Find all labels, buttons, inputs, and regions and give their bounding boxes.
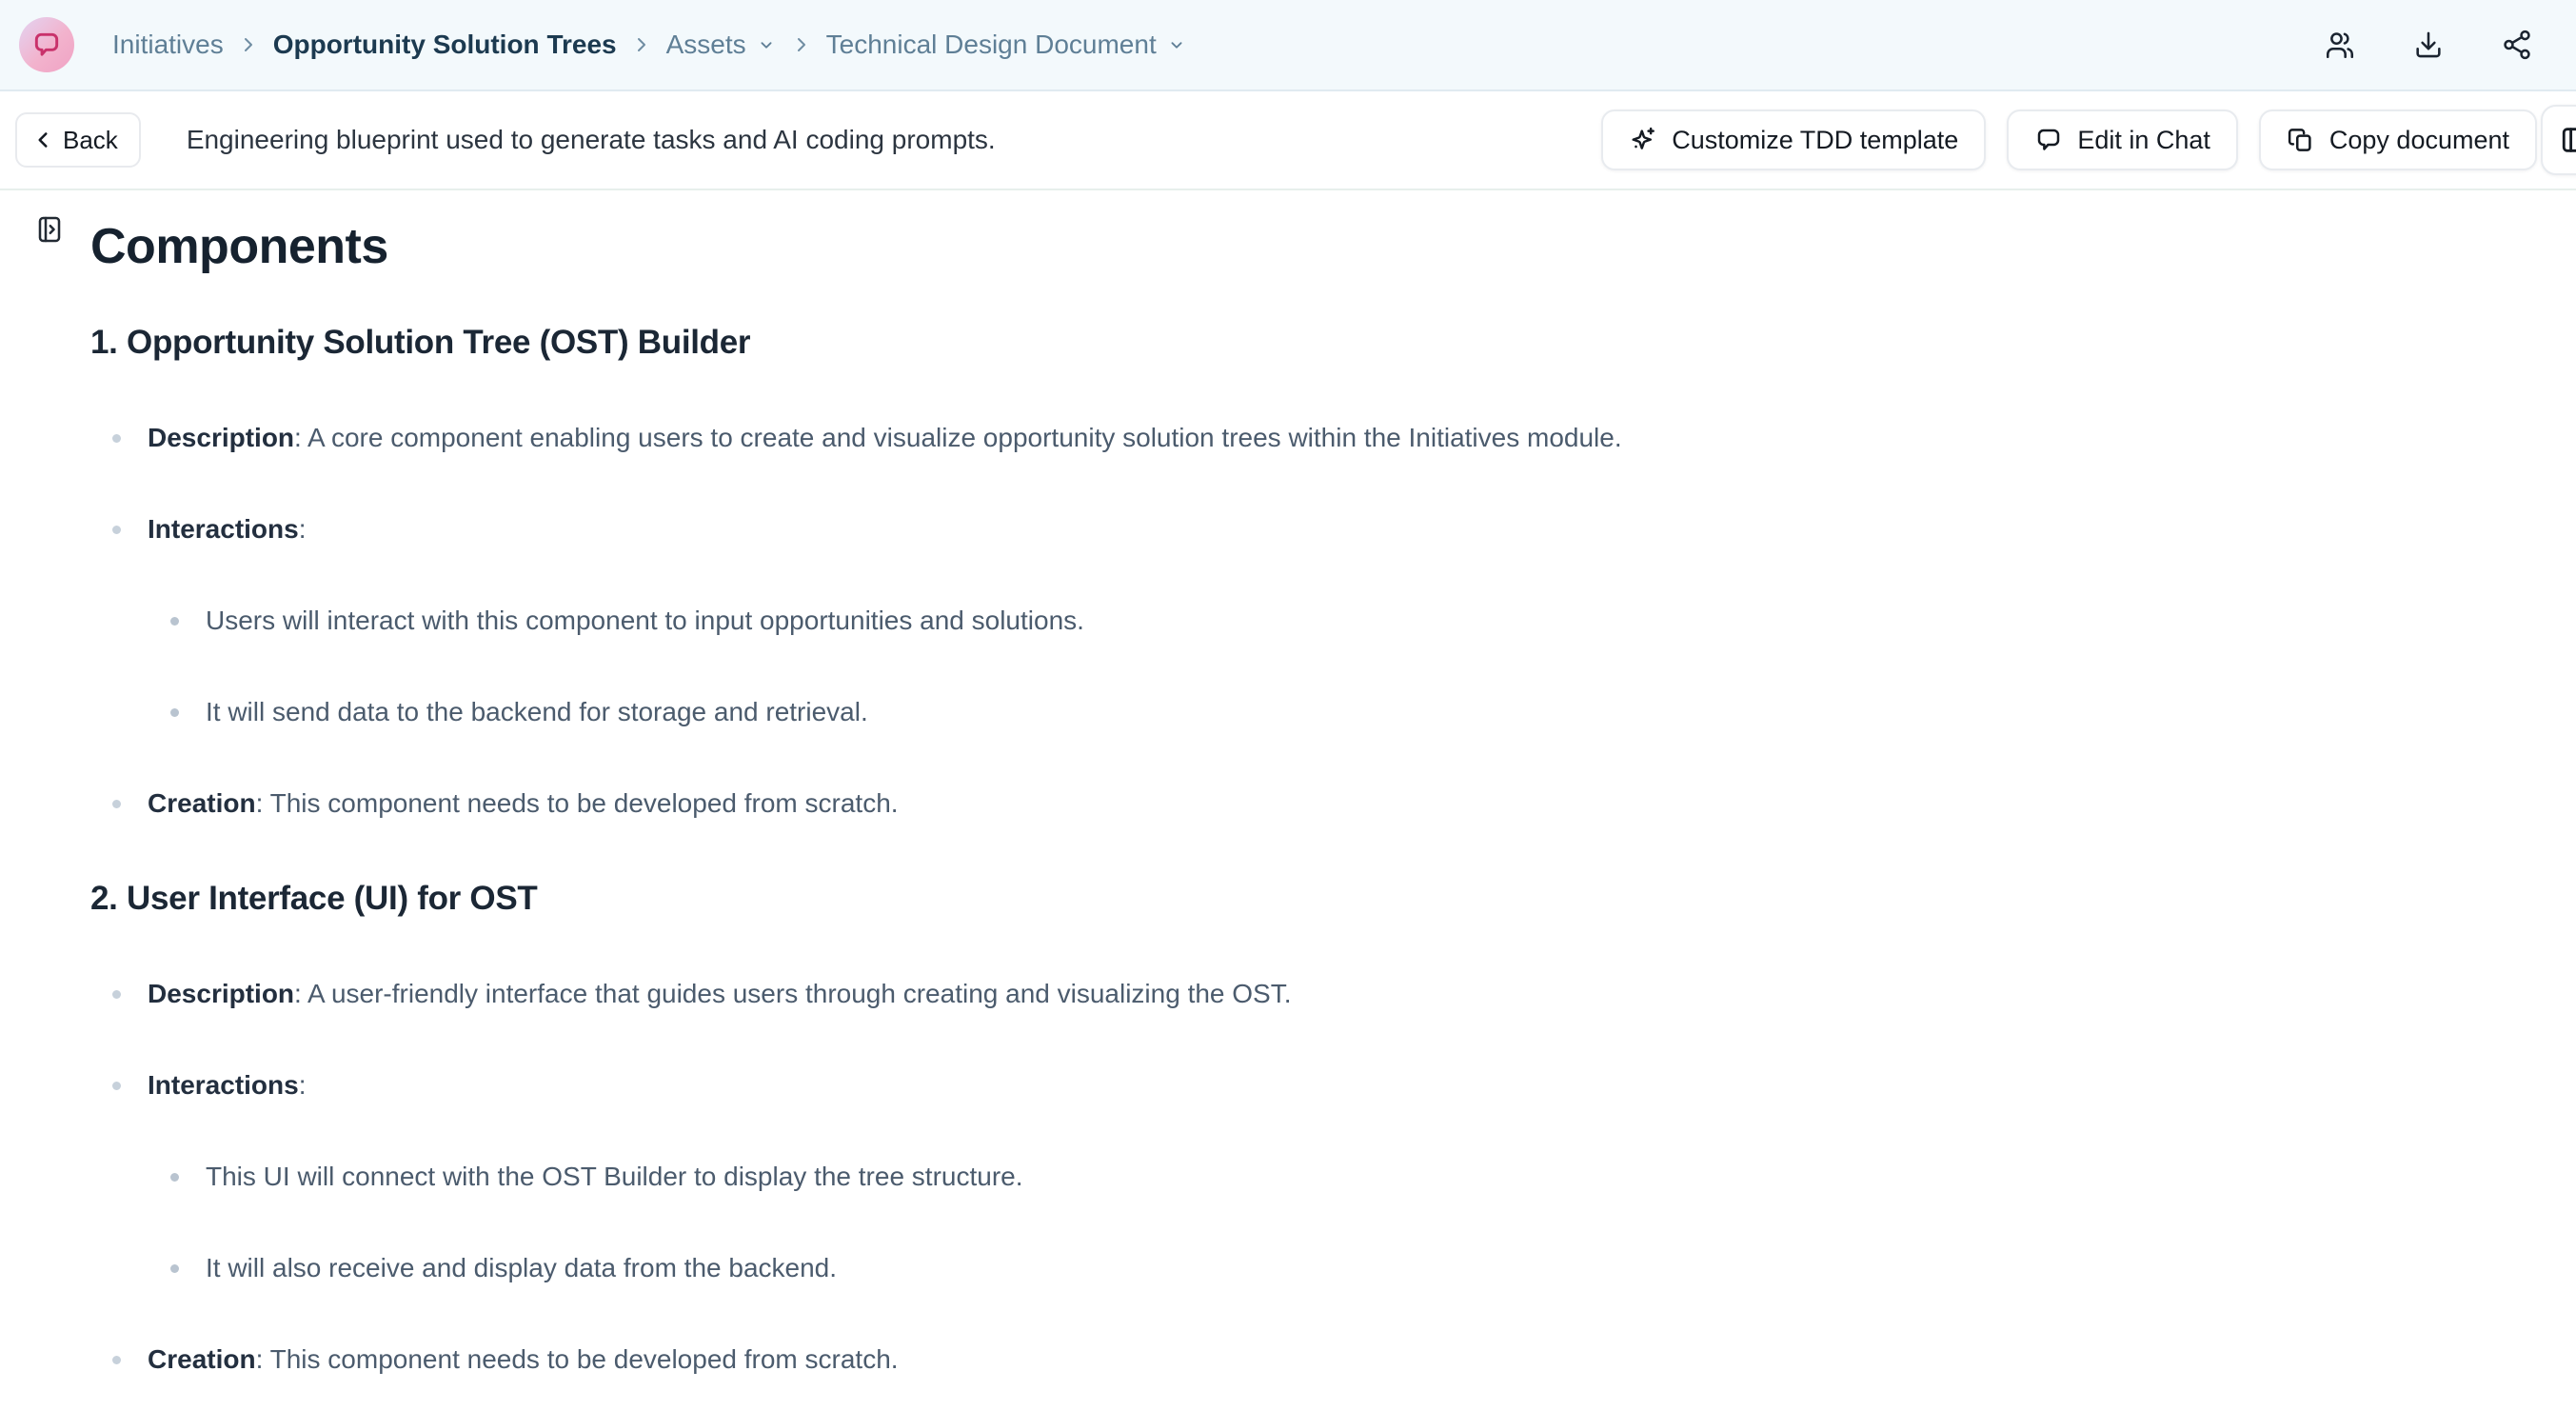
panel-open-icon[interactable] (34, 213, 65, 246)
list-item (90, 419, 2519, 457)
share-icon[interactable] (2500, 28, 2534, 62)
edit-in-chat-button[interactable] (2007, 109, 2238, 170)
breadcrumb-item-technical-design-document[interactable] (826, 30, 1187, 60)
list-item-text: : A core component enabling users to create and visualize opportunity solution trees within the Initiatives module. (294, 423, 1622, 452)
breadcrumb (112, 30, 2323, 60)
topbar-actions (2323, 28, 2534, 62)
document-subtitle: Engineering blueprint used to generate tasks and AI coding prompts. (186, 125, 996, 154)
list-item (90, 1158, 2519, 1196)
list-item-text: This UI will connect with the OST Builder to display the tree structure. (206, 1162, 1023, 1191)
top-bar (0, 0, 2576, 91)
bullet-dot (170, 617, 179, 626)
button-label: Edit in Chat (2077, 125, 2210, 154)
section-heading: 2. User Interface (UI) for OST (90, 880, 538, 917)
customize-tdd-template-button[interactable] (1601, 109, 1986, 170)
list-item-text: : This component needs to be developed from scratch. (255, 788, 899, 818)
list-item (90, 693, 2519, 731)
list-item (90, 602, 2519, 640)
button-label: Customize TDD template (1672, 125, 1959, 154)
page-title: Components (90, 219, 388, 274)
list-item (90, 510, 2519, 548)
chevron-right-icon (790, 33, 813, 56)
app-logo[interactable] (19, 17, 74, 72)
list-item-text: : A user-friendly interface that guides users through creating and visualizing the OST. (294, 979, 1292, 1008)
chevron-right-icon (237, 33, 260, 56)
bullet-dot (112, 1356, 121, 1364)
list-item-term: Description (148, 423, 295, 452)
list-item-term: Creation (148, 1344, 256, 1374)
list-item-text: Users will interact with this component to input opportunities and solutions. (206, 606, 1084, 635)
bullet-dot (170, 1173, 179, 1182)
list-item-term: Interactions (148, 514, 299, 544)
bullet-dot (112, 800, 121, 808)
list-item-text: : (298, 1070, 307, 1100)
copy-icon (2287, 126, 2315, 154)
breadcrumb-item-initiatives[interactable] (112, 30, 224, 60)
breadcrumb-item-assets[interactable] (666, 30, 777, 60)
download-icon[interactable] (2411, 28, 2446, 62)
panel-collapse-icon (2560, 124, 2576, 156)
copy-document-button[interactable] (2259, 109, 2537, 170)
section-heading: 1. Opportunity Solution Tree (OST) Builder (90, 324, 751, 361)
list-item-text: : This component needs to be developed from scratch. (255, 1344, 899, 1374)
sparkles-icon (1629, 126, 1657, 154)
bullet-list (90, 975, 2519, 1379)
list-item (90, 975, 2519, 1013)
bullet-dot (170, 1264, 179, 1273)
toolbar-actions (1601, 105, 2576, 175)
list-item-term: Creation (148, 788, 256, 818)
users-icon[interactable] (2323, 28, 2357, 62)
breadcrumb-item-opportunity-solution-trees[interactable] (273, 30, 617, 60)
list-item (90, 1341, 2519, 1379)
list-item-text: It will also receive and display data from the backend. (206, 1253, 838, 1282)
chat-bubble-icon (31, 30, 62, 60)
breadcrumb-label: Technical Design Document (825, 30, 1157, 59)
list-item-term: Interactions (148, 1070, 299, 1100)
document-sections (90, 320, 2519, 1379)
list-item-term: Description (148, 979, 295, 1008)
breadcrumb-label: Opportunity Solution Trees (272, 30, 617, 59)
bullet-dot (112, 1082, 121, 1090)
breadcrumb-label: Initiatives (112, 30, 224, 59)
chevron-left-icon (30, 128, 55, 152)
chevron-down-icon (756, 34, 777, 55)
bullet-dot (112, 526, 121, 534)
chat-bubble-icon (2034, 126, 2063, 154)
bullet-dot (170, 708, 179, 717)
document-toolbar (0, 91, 2576, 190)
list-item (90, 785, 2519, 823)
breadcrumb-label: Assets (665, 30, 746, 59)
bullet-list (90, 419, 2519, 823)
document-content (0, 190, 2576, 1379)
back-button[interactable] (15, 112, 141, 168)
chevron-down-icon (1166, 34, 1187, 55)
list-item-text: It will send data to the backend for storage and retrieval. (206, 697, 868, 726)
list-item (90, 1249, 2519, 1287)
back-button-label: Back (63, 125, 118, 154)
bullet-dot (112, 990, 121, 999)
list-item (90, 1066, 2519, 1104)
button-label: Copy document (2328, 125, 2509, 154)
list-item-text: : (298, 514, 307, 544)
collapse-panel-button[interactable] (2541, 105, 2576, 175)
chevron-right-icon (630, 33, 653, 56)
bullet-dot (112, 434, 121, 443)
